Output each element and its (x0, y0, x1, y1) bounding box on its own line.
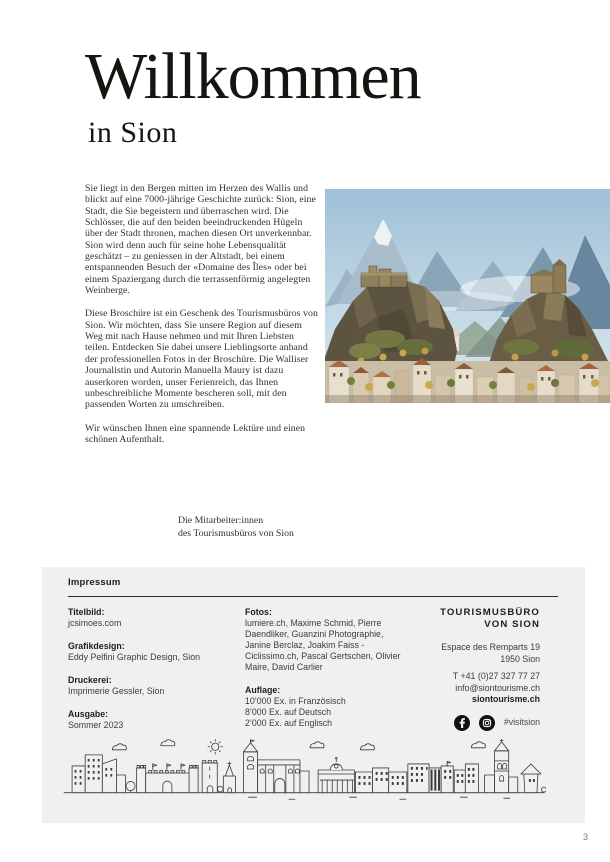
office-website[interactable]: siontourisme.ch (472, 694, 540, 704)
impressum-column-left (68, 607, 240, 743)
signature-line: des Tourismusbüros von Sion (178, 528, 294, 539)
office-name (382, 607, 540, 631)
signature-block (178, 514, 294, 540)
entry-label: Ausgabe: (68, 709, 109, 719)
office-contact (382, 671, 540, 706)
entry-value: Imprimerie Gessler, Sion (68, 686, 165, 696)
entry-label: Fotos: (245, 607, 272, 617)
impressum-entry-titelbild (68, 607, 240, 629)
office-address-line: Espace des Remparts 19 (441, 642, 540, 652)
impressum-entry-grafikdesign (68, 641, 240, 663)
sion-photo (325, 189, 610, 403)
signature-line: Die Mitarbeiter:innen (178, 515, 264, 526)
fotos-credits: lumiere.ch, Maxime Schmid, Pierre Daendliker, Guanzini Photographie, Janine Berclaz, Joakim Faiss - Ciclissimo.ch, Pascal Gertschen, Olivier Maire, David Carlier (245, 618, 401, 672)
impressum-box (42, 567, 585, 823)
entry-label: Grafikdesign: (68, 641, 125, 651)
office-name-line: TOURISMUSBÜRO (440, 607, 540, 618)
cityscape-illustration (62, 737, 546, 809)
entry-value[interactable]: jcsimoes.com (68, 618, 122, 628)
intro-text (85, 183, 319, 457)
tourism-office-block (382, 607, 540, 731)
page-subtitle: in Sion (88, 116, 178, 149)
page-title: Willkommen (85, 40, 421, 113)
sion-photo-illustration (325, 189, 610, 403)
auflage-line: 2’000 Ex. auf Englisch (245, 718, 333, 728)
entry-label: Auflage: (245, 685, 281, 695)
auflage-line: 8’000 Ex. auf Deutsch (245, 707, 332, 717)
entry-value: Sommer 2023 (68, 720, 124, 730)
office-email[interactable]: info@siontourisme.ch (455, 682, 540, 693)
intro-paragraph-2: Diese Broschüre ist ein Geschenk des Tourismusbüros von Sion. Wir möchten, dass Sie unsere Region auf diesem Weg mit nach Hause nehmen und mit Ihren Liebsten teilen. Entdecken Sie dabei unsere Lieblingsorte anhand der professionellen Fotos in der Broschüre. Die Walliser Journalistin und Autorin Manuella Maury ist dazu auserkoren worden, unser Ferienreich, das Ihnen unbeschreibliche Momente bescheren soll, mit den passenden Worten zu umschreiben. (85, 308, 318, 411)
page-number: 3 (583, 832, 589, 842)
impressum-heading: Impressum (68, 577, 121, 588)
instagram-icon[interactable] (479, 715, 495, 731)
entry-label: Titelbild: (68, 607, 105, 617)
entry-label: Druckerei: (68, 675, 112, 685)
impressum-divider (68, 596, 558, 597)
hashtag-visitsion[interactable]: #visitsion (503, 717, 540, 727)
office-address (382, 642, 540, 665)
entry-value: Eddy Pelfini Graphic Design, Sion (68, 652, 201, 662)
office-phone: T +41 (0)27 327 77 27 (452, 671, 540, 681)
office-address-line: 1950 Sion (500, 653, 540, 664)
auflage-line: 10’000 Ex. in Französisch (245, 696, 346, 706)
impressum-entry-druckerei (68, 675, 240, 697)
intro-paragraph-1: Sie liegt in den Bergen mitten im Herzen des Wallis und blickt auf eine 7000-jährige Geschichte zurück: Sion, eine Stadt, die Sie begeistern und überraschen wird. Die Schlösser, die auf den beiden beeindruckenden Hügeln über der Stadt thronen, machen diesen Ort unverkennbar. Sion wird denn auch für seine hohe Lebensqualität geschätzt – zu geniessen in der Altstadt, bei einem entspannenden Besuch der «Domaine des Îles» oder bei einem Spaziergang durch die terrassenförmig angelegten Weinberge. (85, 183, 316, 297)
social-row (382, 715, 540, 731)
intro-paragraph-3: Wir wünschen Ihnen eine spannende Lektüre und einen schönen Aufenthalt. (85, 422, 306, 445)
impressum-entry-ausgabe (68, 709, 240, 731)
office-name-line: VON SION (484, 619, 540, 630)
facebook-icon[interactable] (454, 715, 470, 731)
